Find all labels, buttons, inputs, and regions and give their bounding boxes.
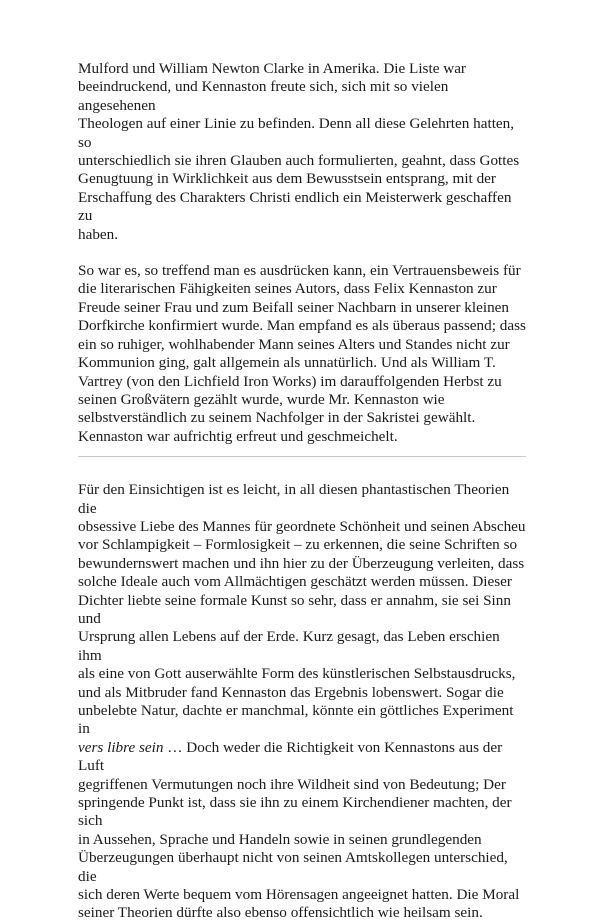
text-line: Kommunion ging, galt allgemein als unnatürlich. Und als William T. <box>78 354 496 372</box>
text-line: seinen Großvätern gezählt wurde, wurde Mr. Kennaston wie <box>78 390 445 408</box>
text-line: Dorfkirche konfirmiert wurde. Man empfand es als überaus passend; dass <box>78 317 526 335</box>
text-line: springende Punkt ist, dass sie ihn zu einem Kirchendiener machten, der sich <box>78 794 512 830</box>
text-line: Genugtuung in Wirklichkeit aus dem Bewusstsein entsprang, mit der <box>78 170 496 188</box>
text-line: in Aussehen, Sprache und Handeln sowie in seinen grundlegenden <box>78 830 482 848</box>
text-line: selbstverständlich zu seinem Nachfolger in der Sakristei gewählt. <box>78 409 476 427</box>
text-fragment: … Doch weder die Richtigkeit von Kennastons aus der Luft <box>78 738 503 775</box>
text-line-with-italic <box>78 739 526 776</box>
text-line: beeindruckend, und Kennaston freute sich, sich mit so vielen angesehenen <box>78 78 449 114</box>
text-line: unterschiedlich sie ihren Glauben auch formulierten, geahnt, dass Gottes <box>78 152 520 170</box>
text-line: gegriffenen Vermutungen noch ihre Wildheit sind von Bedeutung; Der <box>78 775 506 793</box>
text-line: solche Ideale auch vom Allmächtigen geschätzt werden müssen. Dieser <box>78 573 512 591</box>
text-line: sich deren Werte bequem vom Hörensagen angeeignet hatten. Die Moral <box>78 886 520 904</box>
text-line: Ursprung allen Lebens auf der Erde. Kurz gesagt, das Leben erschien ihm <box>78 628 500 664</box>
paragraph-2 <box>78 262 526 446</box>
text-line: als eine von Gott auserwählte Form des künstlerischen Selbstausdrucks, <box>78 665 516 683</box>
text-line: die literarischen Fähigkeiten seines Autors, dass Felix Kennaston zur <box>78 280 497 298</box>
document-page <box>78 60 526 923</box>
text-line: Kennaston war aufrichtig erfreut und geschmeichelt. <box>78 427 398 445</box>
text-line: Mulford und William Newton Clarke in Amerika. Die Liste war <box>78 60 466 77</box>
text-line: obsessive Liebe des Mannes für geordnete Schönheit und seinen Abscheu <box>78 517 526 535</box>
paragraph-3 <box>78 481 526 923</box>
paragraph-spacer <box>78 244 526 262</box>
text-line: ein so ruhiger, wohlhabender Mann seines Alters und Standes nicht zur <box>78 335 510 353</box>
text-line: unbelebte Natur, dachte er manchmal, könnte ein göttliches Experiment in <box>78 702 514 738</box>
text-line: Theologen auf einer Linie zu befinden. Denn all diese Gelehrten hatten, so <box>78 115 515 151</box>
text-line: seiner Theorien dürfte also ebenso offensichtlich wie heilsam sein. <box>78 904 483 922</box>
text-line: Überzeugungen überhaupt nicht von seinen Amtskollegen unterschied, die <box>78 849 508 885</box>
text-line: und als Mitbruder fand Kennaston das Ergebnis lobenswert. Sogar die <box>78 683 504 701</box>
text-line: haben. <box>78 225 119 243</box>
text-line: Für den Einsichtigen ist es leicht, in all diesen phantastischen Theorien die <box>78 481 510 517</box>
text-line: Vartrey (von den Lichfield Iron Works) im darauffolgenden Herbst zu <box>78 372 502 390</box>
text-line: So war es, so treffend man es ausdrücken kann, ein Vertrauensbeweis für <box>78 262 521 280</box>
text-line: Freude seiner Frau und zum Beifall seiner Nachbarn in unserer kleinen <box>78 298 510 316</box>
divider-spacer <box>78 457 526 481</box>
text-line: vor Schlampigkeit – Formlosigkeit – zu erkennen, die seine Schriften so <box>78 536 518 554</box>
text-line: Erschaffung des Charakters Christi endlich ein Meisterwerk geschaffen zu <box>78 188 512 225</box>
paragraph-1 <box>78 60 526 244</box>
text-line: bewundernswert machen und ihn hier zu der Überzeugung verleiten, dass <box>78 554 525 572</box>
italic-phrase: vers libre sein <box>78 738 164 756</box>
text-line: Dichter liebte seine formale Kunst so sehr, dass er annahm, sie sei Sinn und <box>78 591 511 627</box>
